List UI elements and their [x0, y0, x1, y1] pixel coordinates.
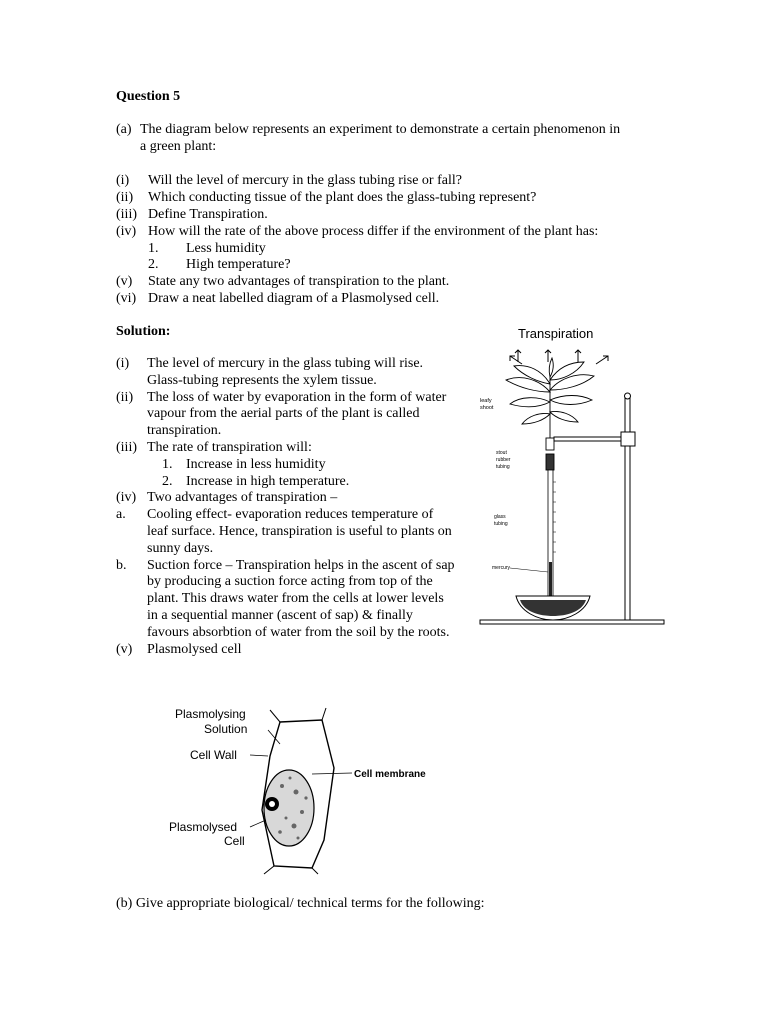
label-cell: Cell: [224, 834, 245, 848]
label-rubber: rubber: [496, 457, 511, 463]
solution-subitem-text: Increase in high temperature.: [186, 473, 350, 489]
solution-item-text: The loss of water by evaporation in the form of water vapour from the aerial parts of the plant is called transpiration.: [147, 389, 447, 439]
question-item-text: Draw a neat labelled diagram of a Plasmolysed cell.: [148, 291, 440, 306]
solution-subitem-num: 2.: [162, 473, 173, 489]
label-stout: stout: [496, 450, 507, 456]
glass-tubing-scale: [553, 482, 556, 552]
transpiration-diagram: [470, 322, 670, 632]
solution-subitem: [116, 457, 456, 474]
solution-item-num: (iv): [116, 490, 137, 506]
part-a-label: (a): [116, 122, 132, 137]
label-glass: glass: [494, 514, 506, 520]
neighbor-wall: [270, 710, 280, 722]
question-item-num: (iv): [116, 224, 137, 239]
label-cell-membrane: Cell membrane: [354, 769, 426, 780]
neighbor-wall: [322, 708, 326, 720]
solution-item: [116, 356, 456, 390]
question-item-num: (vi): [116, 291, 137, 306]
question-item-num: (iii): [116, 207, 137, 222]
solution-title: Solution:: [116, 324, 171, 339]
solution-item-text: Plasmolysed cell: [147, 641, 242, 657]
diagram-title: Transpiration: [518, 326, 594, 341]
solution-item-num: b.: [116, 557, 127, 573]
question-subitem-num: 2.: [148, 257, 159, 272]
question-item-text: Which conducting tissue of the plant does the glass-tubing represent?: [148, 190, 537, 205]
pointer-cell: [250, 820, 266, 827]
solution-item-text: Cooling effect- evaporation reduces temperature of leaf surface. Hence, transpiration is useful to plants on sunny days.: [147, 507, 452, 556]
leafy-shoot-icon: [506, 358, 594, 440]
solution-item-num: (i): [116, 356, 130, 371]
mercury-pointer: [510, 568, 548, 572]
label-leafy: leafy: [480, 398, 492, 404]
solution-item-text: The rate of transpiration will:: [147, 439, 312, 455]
solution-item: [116, 440, 456, 457]
question-item-text: How will the rate of the above process differ if the environment of the plant has:: [148, 224, 599, 239]
neighbor-wall: [312, 868, 318, 874]
stand-rod: [625, 396, 630, 620]
solution-subitem-text: Increase in less humidity: [186, 456, 326, 472]
solution-item-num: a.: [116, 507, 126, 523]
question-item-num: (i): [116, 173, 130, 188]
nucleolus: [269, 801, 275, 807]
question-subitem-num: 1.: [148, 241, 159, 256]
solution-item-num: (ii): [116, 389, 134, 405]
label-plasmolysed: Plasmolysed: [169, 820, 238, 834]
solution-subitem: [116, 474, 456, 491]
solution-item-text: Suction force – Transpiration helps in the ascent of sap by producing a suction force acting from top of the plant. This draws water from the cells at lower levels in a sequential manner (ascent of sap) & finally favours absorbtion of water from the soil by the roots.: [147, 557, 455, 640]
question-subitem-text: High temperature?: [186, 257, 291, 272]
solution-item-text: The level of mercury in the glass tubing will rise. Glass-tubing represents the xylem tissue.: [147, 356, 424, 388]
clamp-boss: [621, 432, 635, 446]
solution-item: [116, 390, 456, 440]
question-subitem-text: Less humidity: [186, 241, 266, 256]
part-a-text-line1: The diagram below represents an experiment to demonstrate a certain phenomenon in: [140, 122, 621, 137]
question-title: Question 5: [116, 89, 181, 104]
vapour-arrows-icon: [510, 350, 608, 364]
pointer-wall: [250, 755, 268, 756]
solution-body: [116, 356, 456, 658]
stand-rod-top: [625, 393, 631, 399]
rubber-tubing-top: [546, 438, 554, 450]
solution-item: [116, 490, 456, 507]
solution-item: [116, 507, 456, 557]
solution-item: [116, 558, 456, 642]
question-item-text: Define Transpiration.: [148, 207, 268, 222]
label-tubing: tubing: [496, 464, 510, 470]
label-shoot: shoot: [480, 405, 494, 411]
solution-item-text: Two advantages of transpiration –: [147, 490, 338, 506]
label-solution: Solution: [204, 722, 248, 736]
plasmolysed-cell-diagram: [162, 700, 452, 875]
part-b-text: (b) Give appropriate biological/ technical terms for the following:: [116, 896, 485, 911]
solution-item: [116, 642, 456, 659]
stand-base: [480, 620, 664, 624]
question-item-num: (ii): [116, 190, 134, 205]
label-glass-tubing: tubing: [494, 521, 508, 527]
solution-subitem-num: 1.: [162, 456, 173, 472]
label-cell-wall: Cell Wall: [190, 748, 237, 762]
label-mercury: mercury: [492, 565, 511, 571]
part-a-text-line2: a green plant:: [140, 139, 217, 154]
solution-item-num: (v): [116, 641, 133, 657]
label-plasmolysing: Plasmolysing: [175, 707, 246, 721]
question-item-num: (v): [116, 274, 133, 289]
question-item-text: Will the level of mercury in the glass tubing rise or fall?: [148, 173, 462, 188]
solution-item-num: (iii): [116, 439, 137, 455]
question-item-text: State any two advantages of transpiration to the plant.: [148, 274, 450, 289]
rubber-tubing: [546, 454, 554, 470]
neighbor-wall: [264, 866, 274, 874]
